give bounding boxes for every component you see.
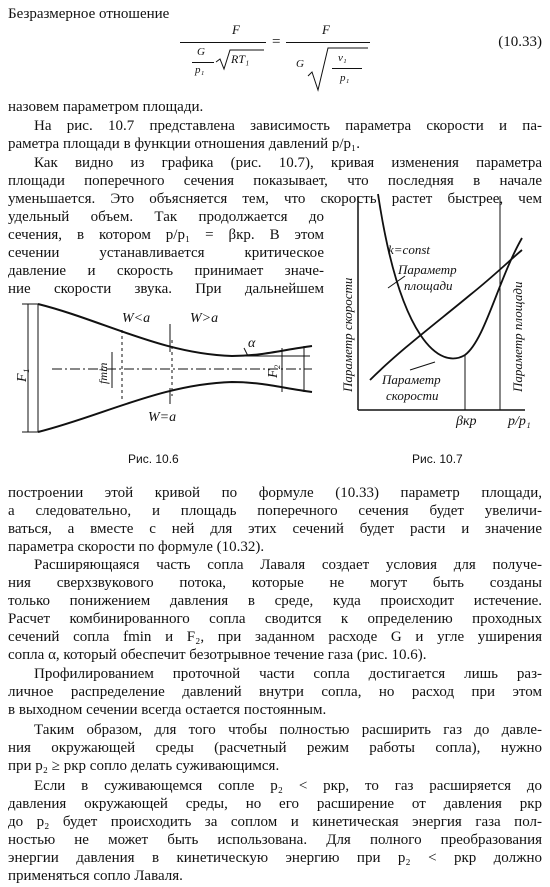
label-alpha: α (248, 336, 256, 351)
eq-left-fraction-bar (180, 42, 266, 43)
label-w-less-a: W<a (122, 311, 151, 326)
x-axis-label: p/p₁ (508, 414, 531, 429)
para5-line2: ния сверхзвукового потока, которые не могут быть созданы (8, 575, 542, 591)
label-speed-param-1: Параметр (382, 372, 441, 387)
para4-line2: а следовательно, и площадь поперечного сечения будет увеличи- (8, 503, 542, 519)
eq-left-p1: p₁ (195, 64, 205, 76)
para7-line2: ния окружающей среды (расчетный режим работы сопла), нужно (8, 740, 542, 756)
label-area-param-1: Параметр (398, 262, 457, 277)
eq-left-G: G (197, 46, 205, 58)
para5-line6: сопла α, который обеспечит безотрывное течение газа (рис. 10.6). (8, 647, 427, 663)
para7-line3: при p₂ ≥ pкр сопло делать суживающимся. (8, 758, 280, 774)
para2-line2: раметра площади в функции отношения давлений p/p₁. (8, 136, 361, 152)
para3-line7: давление и скорость принимает значе- (8, 263, 324, 279)
after-equation-text: назовем параметром площади. (8, 99, 204, 115)
eq-right-v1: v₁ (338, 52, 347, 64)
label-beta-kr: βкр (456, 414, 477, 429)
para4-line3: ваться, а вместе с ней для этих сечений будет расти и значение (8, 521, 542, 537)
y-axis-right-label: Параметр площади (510, 281, 525, 392)
para3-line2: площади поперечного сечения показывает, что последняя в начале (8, 173, 542, 189)
y-axis-left-label: Параметр скорости (340, 277, 355, 392)
label-f2: F₂ (266, 364, 281, 378)
intro-text: Безразмерное отношение (8, 6, 170, 22)
para5-line1: Расширяющаяся часть сопла Лаваля создает условия для получе- (34, 557, 542, 573)
caption-figure-10-7: Рис. 10.7 (412, 452, 463, 466)
para8-line5: энергии давления в кинетическую энергию при p₂ < pкр должно (8, 850, 542, 866)
label-k-const: k=const (388, 242, 430, 257)
para8-line3: до p₂ будет происходить за соплом и кинетическая энергия газа пол- (8, 814, 542, 830)
para3-line5: сечения, в котором p/p₁ = βкр. В этом (8, 227, 324, 243)
para7-line1: Таким образом, для того чтобы полностью расширить газ до давле- (34, 722, 542, 738)
para6-line3: в выходном сечении всегда остается постоянным. (8, 702, 327, 718)
para8-line6: применяться сопло Лаваля. (8, 868, 183, 884)
label-speed-param-2: скорости (386, 388, 439, 403)
eq-right-G: G (296, 58, 304, 70)
label-w-equal-a: W=a (148, 410, 177, 425)
label-fmin: fmin (96, 362, 110, 384)
para8-line4: ностью не может быть использована. Для полного преобразования (8, 832, 542, 848)
eq-right-fraction-bar (286, 42, 370, 43)
para3-line4: удельный объем. Так продолжается до (8, 209, 324, 225)
caption-figure-10-6: Рис. 10.6 (128, 452, 179, 466)
eq-right-p1: p₁ (340, 72, 350, 84)
para8-line1: Если в суживающемся сопле p₂ < pкр, то газ расширяется до (34, 778, 542, 794)
para3-line8: ние скорости звука. При дальнейшем (8, 281, 324, 297)
eq-left-numerator: F (232, 22, 240, 37)
para3-line1: Как видно из графика (рис. 10.7), кривая изменения параметра (34, 155, 542, 171)
eq-right-inner-bar (332, 68, 362, 69)
label-area-param-2: площади (404, 278, 453, 293)
para6-line2: личное распределение давлений внутри сопла, но расход при этом (8, 684, 542, 700)
eq-left-rt1: RT₁ (231, 52, 250, 66)
para3-line6: сечении устанавливается критическое (8, 245, 324, 261)
para5-line5: сечений сопла fmin и F₂, при заданном расходе G и угле уширения (8, 629, 542, 645)
label-w-more-a: W>a (190, 311, 219, 326)
eq-right-numerator: F (322, 22, 330, 37)
para6-line1: Профилированием проточной части сопла достигается лишь раз- (34, 666, 542, 682)
para5-line4: Расчет комбинированного сопла сводится к определению проходных (8, 611, 542, 627)
para2-line1: На рис. 10.7 представлена зависимость параметра скорости и па- (34, 118, 542, 134)
eq-left-inner-bar (192, 62, 214, 63)
para8-line2: давления окружающей среды, но его расширение от давления pкр (8, 796, 542, 812)
para3-line3: уменьшается. Это объясняется тем, что скорость растет быстрее, чем (8, 191, 542, 207)
para4-line1: построении этой кривой по формуле (10.33) параметр площади, (8, 485, 542, 501)
para4-line4: параметра скорости по формуле (10.32). (8, 539, 265, 555)
label-f1: F₁ (15, 368, 30, 382)
equation-number: (10.33) (498, 34, 542, 50)
para5-line3: только понижением давления в среде, куда происходит истечение. (8, 593, 542, 609)
